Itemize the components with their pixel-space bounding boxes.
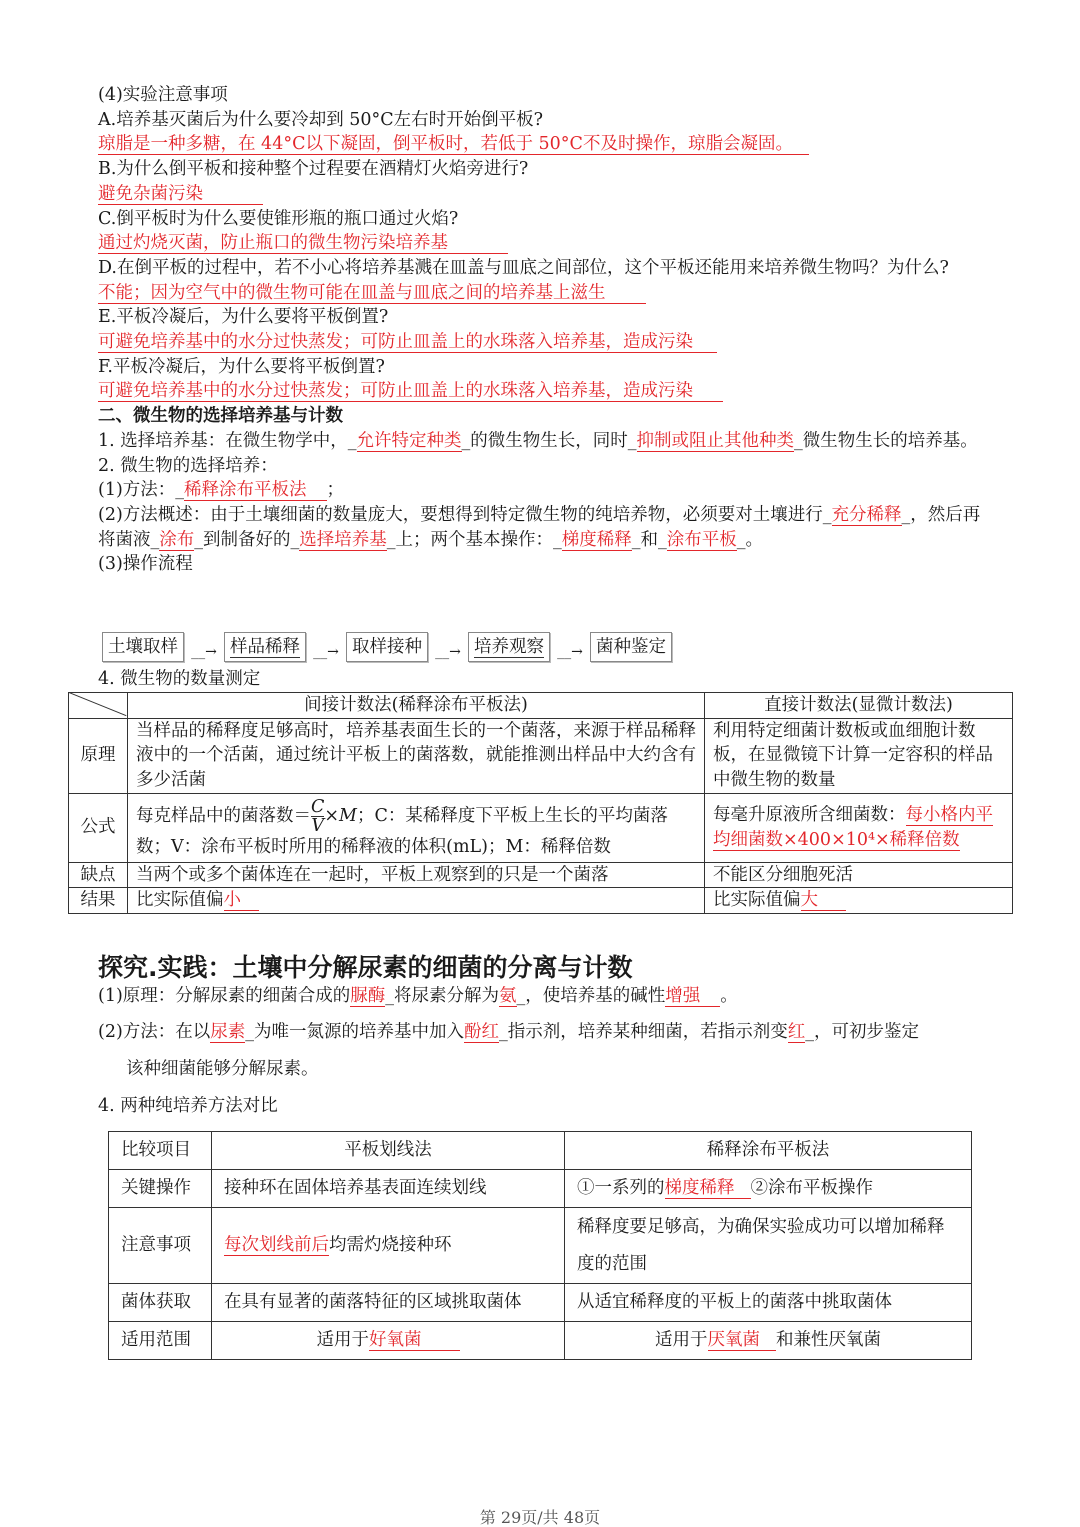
text: 二、微生物的选择培养基与计数 xyxy=(98,406,343,427)
text-line xyxy=(98,256,988,281)
table-row xyxy=(69,718,1013,793)
text: _为唯一氮源的培养基中加入 xyxy=(245,1022,465,1042)
urea-method-cont: 该种细菌能够分解尿素。 xyxy=(126,1059,319,1079)
text: _指示剂，培养某种细菌，若指示剂变 xyxy=(499,1022,788,1042)
text-line xyxy=(98,83,988,108)
answer: 可避免培养基中的水分过快蒸发；可防止皿盖上的水珠落入培养基，造成污染 xyxy=(98,381,723,402)
header-direct: 直接计数法(显微计数法) xyxy=(705,693,1013,719)
text: _，可初步鉴定 xyxy=(805,1022,920,1042)
cell: 稀释度要足够高，为确保实验成功可以增加稀释度的范围 xyxy=(565,1208,972,1284)
text-line xyxy=(98,281,988,306)
cell xyxy=(565,1322,972,1360)
cell: 接种环在固体培养基表面连续划线 xyxy=(212,1170,565,1208)
flow-step-label: 取样接种 xyxy=(352,637,422,657)
answer: 通过灼烧灭菌，防止瓶口的微生物污染培养基 xyxy=(98,233,508,254)
answer: 厌氧菌 xyxy=(708,1330,777,1351)
text-line xyxy=(98,379,988,404)
text-line xyxy=(98,478,988,503)
cell: 当两个或多个菌体连在一起时，平板上观察到的只是一个菌落 xyxy=(128,862,705,888)
cell-text: 适用于 xyxy=(655,1330,708,1351)
row-label: 适用范围 xyxy=(109,1322,212,1360)
text-line xyxy=(98,355,988,380)
text: (2)方法：在以 xyxy=(98,1022,211,1042)
cell: 利用特定细菌计数板或血细胞计数板，在显微镜下计算一定容积的样品中微生物的数量 xyxy=(705,718,1013,793)
operation-flowchart xyxy=(102,632,672,662)
cell-text: ②涂布平板操作 xyxy=(750,1178,873,1199)
text: 1. 选择培养基：在微生物学中，_ xyxy=(98,430,357,451)
table-row xyxy=(69,862,1013,888)
header: 稀释涂布平板法 xyxy=(565,1132,972,1170)
cell: 当样品的稀释度足够高时，培养基表面生长的一个菌落，来源于样品稀释液中的一个活菌，通过统计平板上的菌落数，就能推测出样品中大约含有多少活菌 xyxy=(128,718,705,793)
row-label: 公式 xyxy=(69,793,128,862)
header: 平板划线法 xyxy=(212,1132,565,1170)
cell: 不能区分细胞死活 xyxy=(705,862,1013,888)
answer: 好氧菌 xyxy=(369,1330,460,1351)
text: 2. 微生物的选择培养： xyxy=(98,455,278,476)
answer: 梯度稀释 xyxy=(561,529,632,550)
counting-methods-table xyxy=(68,692,1013,914)
arrow-icon: __→ xyxy=(435,644,461,660)
cell-text: 和兼性厌氧菌 xyxy=(776,1330,881,1351)
text: 。 xyxy=(720,986,738,1006)
formula-text: ；C：某稀释度下平板上生长的平均菌落数；V：涂布平板时所用的稀释液的体积(mL)；M：稀释倍数 xyxy=(136,805,668,857)
text: C.倒平板时为什么要使锥形瓶的瓶口通过火焰? xyxy=(98,208,459,229)
text: ； xyxy=(326,480,345,501)
row-label: 原理 xyxy=(69,718,128,793)
section-title: 探究.实践：土壤中分解尿素的细菌的分离与计数 xyxy=(98,953,633,982)
arrow-icon: __→ xyxy=(191,644,217,660)
table-row xyxy=(69,888,1013,914)
cell-text: 比实际值偏 xyxy=(136,890,224,911)
answer: 涂布平板 xyxy=(666,529,737,550)
section-notes-and-selective-medium xyxy=(98,83,988,577)
text: F.平板冷凝后，为什么要将平板倒置? xyxy=(98,356,385,377)
text: D.在倒平板的过程中，若不小心将培养基溅在皿盖与皿底之间部位，这个平板还能用来培养微生物吗？为什么? xyxy=(98,257,949,278)
text: (2)方法概述：由于土壤细菌的数量庞大，要想得到特定微生物的纯培养物，必须要对土壤进行_ xyxy=(98,504,832,525)
header-indirect: 间接计数法(稀释涂布平板法) xyxy=(128,693,705,719)
answer: 充分稀释 xyxy=(831,504,902,525)
table-header-row xyxy=(69,693,1013,719)
text: _和_ xyxy=(631,529,667,550)
text-line xyxy=(98,132,988,157)
cell xyxy=(212,1208,565,1284)
arrow-icon: __→ xyxy=(557,644,583,660)
answer: 红 xyxy=(787,1022,806,1042)
diagonal-cell xyxy=(69,693,128,719)
text: (1)方法：_ xyxy=(98,480,185,501)
flow-step xyxy=(346,632,428,662)
flow-step xyxy=(590,632,672,662)
page-number: 第 29页/共 48页 xyxy=(479,1508,601,1527)
text: A.培养基灭菌后为什么要冷却到 50°C左右时开始倒平板? xyxy=(98,109,544,130)
count-heading: 4. 微生物的数量测定 xyxy=(98,669,261,689)
row-label: 注意事项 xyxy=(109,1208,212,1284)
text-line xyxy=(98,231,988,256)
flow-step-label: 菌种鉴定 xyxy=(596,637,666,657)
answer: 不能；因为空气中的微生物可能在皿盖与皿底之间的培养基上滋生 xyxy=(98,283,646,304)
text-line xyxy=(98,552,988,577)
arrow-icon: __→ xyxy=(313,644,339,660)
answer: 选择培养基 xyxy=(299,529,387,550)
text: _。 xyxy=(736,529,763,550)
flow-step xyxy=(224,632,306,662)
row-label: 结果 xyxy=(69,888,128,914)
text-line xyxy=(98,182,988,207)
answer: 抑制或阻止其他种类 xyxy=(636,430,795,451)
table-header-row xyxy=(109,1132,972,1170)
answer: 尿素 xyxy=(210,1022,246,1042)
answer: 可避免培养基中的水分过快蒸发；可防止皿盖上的水珠落入培养基，造成污染 xyxy=(98,332,717,353)
text-line xyxy=(98,157,988,182)
cell: 在具有显著的菌落特征的区域挑取菌体 xyxy=(212,1284,565,1322)
pure-culture-comparison-table xyxy=(108,1131,972,1360)
row-label: 缺点 xyxy=(69,862,128,888)
text-line xyxy=(98,503,988,552)
urea-principle xyxy=(98,984,988,1009)
text-line xyxy=(98,330,988,355)
text: _，然后再将菌液_ xyxy=(98,504,981,550)
text-line xyxy=(98,404,988,429)
flow-step-label: 样品稀释 xyxy=(230,637,300,657)
text: (1)原理：分解尿素的细菌合成的 xyxy=(98,986,351,1006)
flow-step-label: 土壤取样 xyxy=(108,637,178,657)
text-line xyxy=(98,108,988,133)
text: (3)操作流程 xyxy=(98,554,193,575)
table-row xyxy=(109,1322,972,1360)
row-label: 菌体获取 xyxy=(109,1284,212,1322)
answer: 允许特定种类 xyxy=(356,430,462,451)
numerator: C xyxy=(311,796,325,817)
answer: 稀释涂布平板法 xyxy=(184,480,327,501)
row-label: 关键操作 xyxy=(109,1170,212,1208)
flow-step xyxy=(468,632,550,662)
text: _的微生物生长，同时_ xyxy=(461,430,637,451)
cell-text: 每毫升原液所含细菌数： xyxy=(713,804,906,825)
answer: 每小格内平均细菌数×400×10⁴×稀释倍数 xyxy=(713,804,993,850)
cell xyxy=(705,793,1013,862)
text: _将尿素分解为 xyxy=(385,986,500,1006)
answer: 梯度稀释 xyxy=(665,1178,751,1199)
text-line xyxy=(98,454,988,479)
fraction xyxy=(311,798,324,835)
text-line xyxy=(98,305,988,330)
answer: 氨 xyxy=(499,986,517,1006)
answer: 琼脂是一种多糖，在 44°C以下凝固，倒平板时，若低于 50°C不及时操作，琼脂会凝固。 xyxy=(98,134,809,155)
text: (4)实验注意事项 xyxy=(98,85,228,105)
comparison-heading: 4. 两种纯培养方法对比 xyxy=(98,1096,278,1116)
cell-text: 比实际值偏 xyxy=(713,890,801,911)
answer: 小 xyxy=(224,890,260,911)
header: 比较项目 xyxy=(109,1132,212,1170)
cell xyxy=(565,1170,972,1208)
table-row xyxy=(109,1208,972,1284)
answer: 每次划线前后 xyxy=(224,1235,329,1256)
cell: 从适宜稀释度的平板上的菌落中挑取菌体 xyxy=(565,1284,972,1322)
cell xyxy=(212,1322,565,1360)
flow-step xyxy=(102,632,184,662)
answer: 涂布 xyxy=(159,529,195,550)
text-line xyxy=(98,429,988,454)
table-row xyxy=(69,793,1013,862)
urea-method xyxy=(98,1020,988,1045)
cell-text: ①一系列的 xyxy=(577,1178,665,1199)
table-row xyxy=(109,1284,972,1322)
answer: 脲酶 xyxy=(350,986,386,1006)
denominator: V xyxy=(311,815,325,836)
cell-text: 均需灼烧接种环 xyxy=(329,1235,452,1256)
text: E.平板冷凝后，为什么要将平板倒置? xyxy=(98,307,389,328)
answer: 避免杂菌污染 xyxy=(98,184,263,205)
text: _微生物生长的培养基。 xyxy=(794,430,978,451)
answer: 酚红 xyxy=(464,1022,500,1042)
text: _上；两个基本操作：_ xyxy=(386,529,562,550)
text-line xyxy=(98,207,988,232)
formula-cell xyxy=(128,793,705,862)
cell xyxy=(705,888,1013,914)
text: B.为什么倒平板和接种整个过程要在酒精灯火焰旁进行? xyxy=(98,159,529,180)
formula-text: ×M xyxy=(324,805,357,826)
flow-step-label: 培养观察 xyxy=(474,637,544,657)
formula-text: 每克样品中的菌落数＝ xyxy=(136,805,311,826)
answer: 增强 xyxy=(665,986,720,1007)
cell-text: 适用于 xyxy=(316,1330,369,1351)
table-row xyxy=(109,1170,972,1208)
text: _到制备好的_ xyxy=(194,529,300,550)
answer: 大 xyxy=(801,890,847,911)
cell xyxy=(128,888,705,914)
text: _，使培养基的碱性 xyxy=(516,986,666,1006)
